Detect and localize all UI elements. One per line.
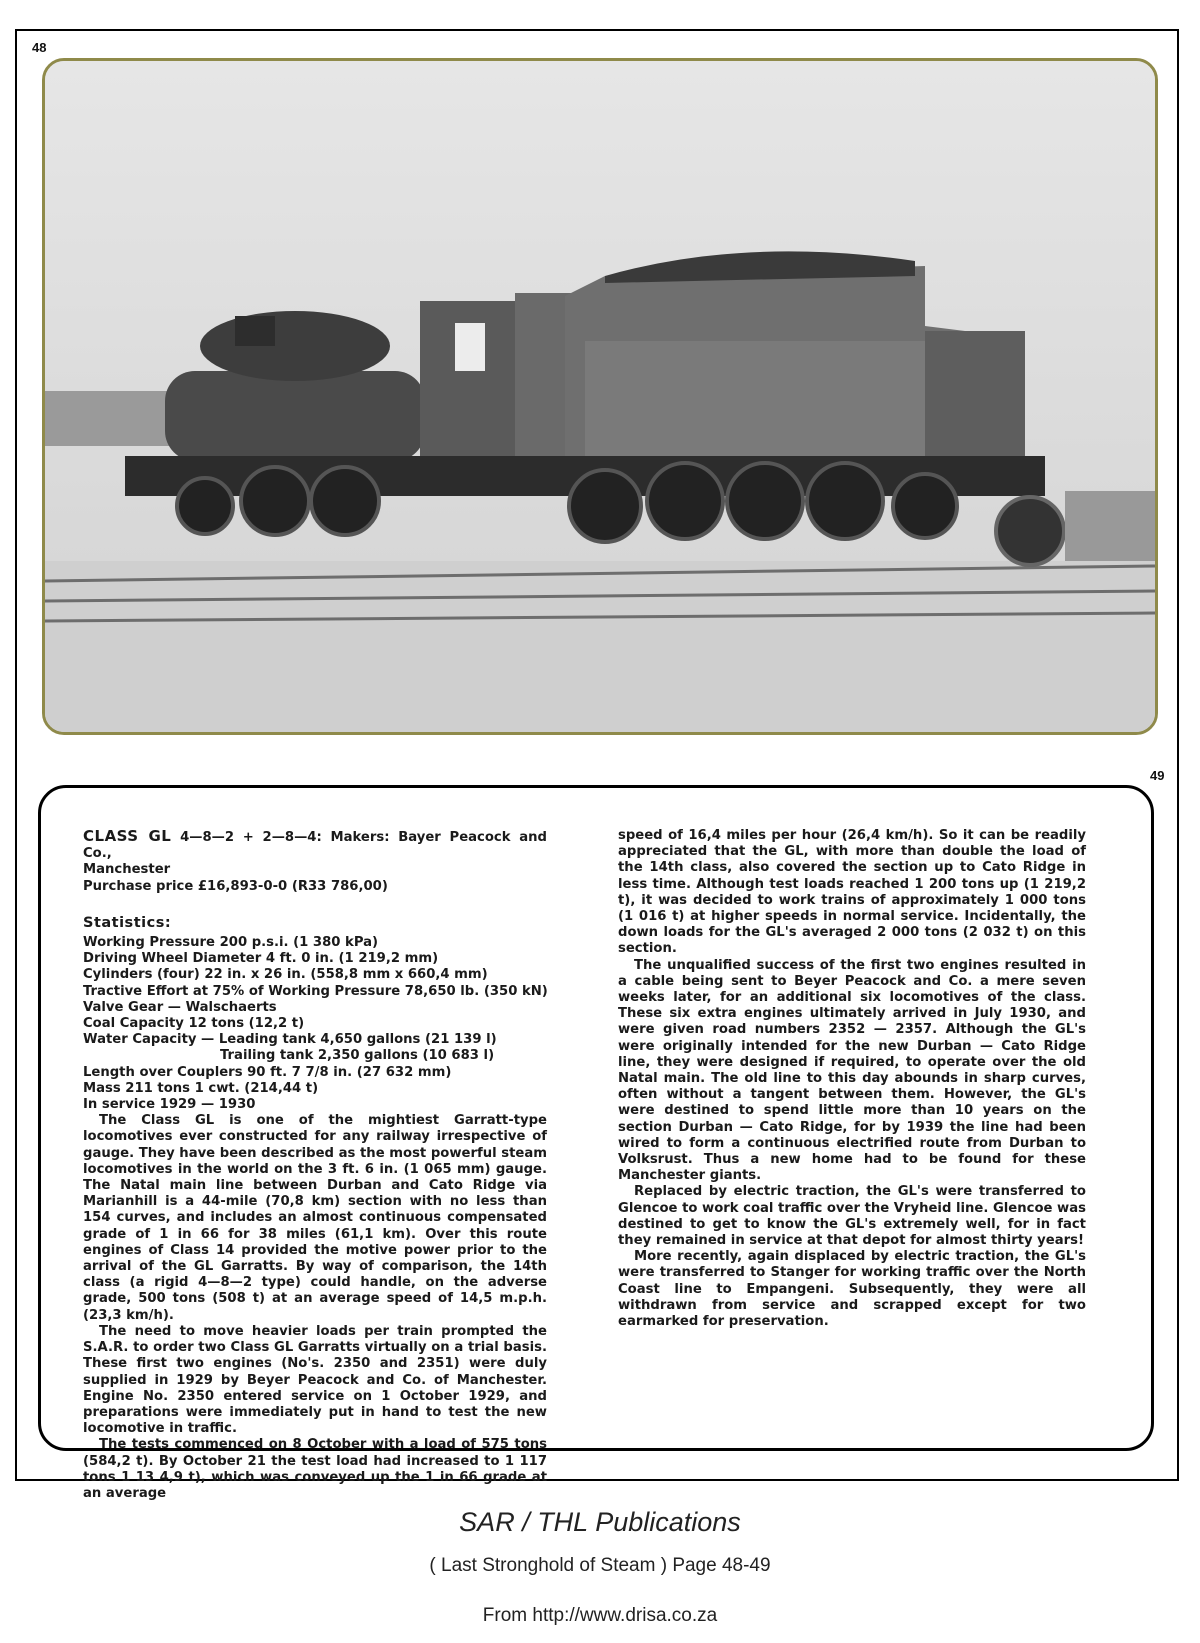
stat-item: In service 1929 — 1930	[83, 1097, 256, 1113]
stat-item: Mass 211 tons 1 cwt. (214,44 t)	[83, 1080, 319, 1096]
stat-item: Tractive Effort at 75% of Working Pressure 78,650 lb. (350 kN)	[83, 983, 548, 999]
footer-source-link[interactable]: From http://www.drisa.co.za	[482, 1605, 718, 1626]
stat-item: Valve Gear — Walschaerts	[83, 999, 277, 1015]
stat-item: Cylinders (four) 22 in. x 26 in. (558,8 mm x 660,4 mm)	[83, 967, 488, 983]
stat-item: Length over Couplers 90 ft. 7 7/8 in. (27 632 mm)	[83, 1064, 452, 1080]
body-paragraph: The unqualified success of the first two engines resulted in a cable being sent to Beyer Peacock and Co. a mere seven weeks later, for an additional six locomotives of the class. These six extra engines ultimately arrived in July 1930, and were given road numbers 2352 — 2357. Although the GL's were originally intended for the new Durban — Cato Ridge line, they were designed if required, to operate over the old Natal main. The old line to this day abounds in sharp curves, often without a tangent between them. However, the GL's were destined to spend little more than 10 years on the section Durban — Cato Ridge, for by 1939 the line had been wired to form a continuous electrified route from Durban to Volksrust. Thus a new home had to be found for these Manchester giants.	[618, 957, 1086, 1184]
body-paragraph: The need to move heavier loads per train prompted the S.A.R. to order two Class GL Garratts virtually on a trial basis. These first two engines (No's. 2350 and 2351) were duly supplied in 1929 by Beyer Peacock and Co. of Manchester. Engine No. 2350 entered service on 1 October 1929, and preparations were immediately put in hand to test the new locomotive in traffic.	[83, 1323, 547, 1437]
stat-item-trailing-tank: Trailing tank 2,350 gallons (10 683 l)	[220, 1048, 495, 1064]
body-paragraph: The tests commenced on 8 October with a load of 575 tons (584,2 t). By October 21 the test load had increased to 1 117 tons 1 13 4,9 t), which was conveyed up the 1 in 66 grade at an average	[83, 1437, 547, 1501]
stat-item: Working Pressure 200 p.s.i. (1 380 kPa)	[83, 935, 379, 951]
left-column	[83, 828, 547, 1502]
class-wheel-arrangement: 4—8—2 + 2—8—4: Makers: Bayer Peacock and Co.,	[83, 830, 547, 862]
right-column	[618, 828, 1086, 1330]
class-heading	[83, 828, 547, 862]
page-number-left: 48	[32, 40, 47, 55]
statistics-heading: Statistics:	[83, 914, 172, 931]
stat-item: Water Capacity — Leading tank 4,650 gallons (21 139 l)	[83, 1032, 497, 1048]
body-paragraph: speed of 16,4 miles per hour (26,4 km/h). So it can be readily appreciated that the GL, with more than double the load of the 14th class, also covered the section up to Cato Ridge in less time. Although test loads reached 1 200 tons up (1 219,2 t), it was decided to work trains of approximately 1 000 tons (1 016 t) at higher speeds in normal service. Incidentally, the down loads for the GL's averaged 2 000 tons (2 032 t) on this section.	[618, 828, 1086, 957]
stat-item: Coal Capacity 12 tons (12,2 t)	[83, 1016, 305, 1032]
maker-city: Manchester	[83, 862, 171, 878]
locomotive-photo-icon	[45, 61, 1155, 732]
page-number-right: 49	[1150, 768, 1165, 783]
body-paragraph: The Class GL is one of the mightiest Garratt-type locomotives ever constructed for any railway irrespective of gauge. They have been described as the most powerful steam locomotives in the world on the 3 ft. 6 in. (1 065 mm) gauge. The Natal main line between Durban and Cato Ridge via Marianhill is a 44-mile (70,8 km) section with no less than 154 curves, and includes an almost continuous compensated grade of 1 in 66 for 38 miles (61,1 km). Over this route engines of Class 14 provided the motive power prior to the arrival of the GL Garratts. By way of comparison, the 14th class (a rigid 4—8—2 type) could handle, on the adverse grade, 500 tons (508 t) at an average speed of 14,5 m.p.h. (23,3 km/h).	[83, 1113, 547, 1323]
purchase-price: Purchase price £16,893-0-0 (R33 786,00)	[83, 878, 388, 894]
footer-publisher: SAR / THL Publications	[459, 1507, 741, 1537]
body-paragraph: More recently, again displaced by electric traction, the GL's were transferred to Stanger for working traffic over the North Coast line to Empangeni. Subsequently, they were all withdrawn from service and scrapped except for two earmarked for preservation.	[618, 1249, 1086, 1330]
body-paragraph: Replaced by electric traction, the GL's were transferred to Glencoe to work coal traffic over the Vryheid line. Glencoe was destined to get to know the GL's extremely well, for in fact they remained in service at that depot for almost thirty years!	[618, 1184, 1086, 1249]
footer-book-reference: ( Last Stronghold of Steam ) Page 48-49	[429, 1555, 771, 1576]
stat-item: Driving Wheel Diameter 4 ft. 0 in. (1 219,2 mm)	[83, 951, 439, 967]
locomotive-photo	[42, 58, 1158, 735]
class-name: CLASS GL	[83, 827, 172, 845]
